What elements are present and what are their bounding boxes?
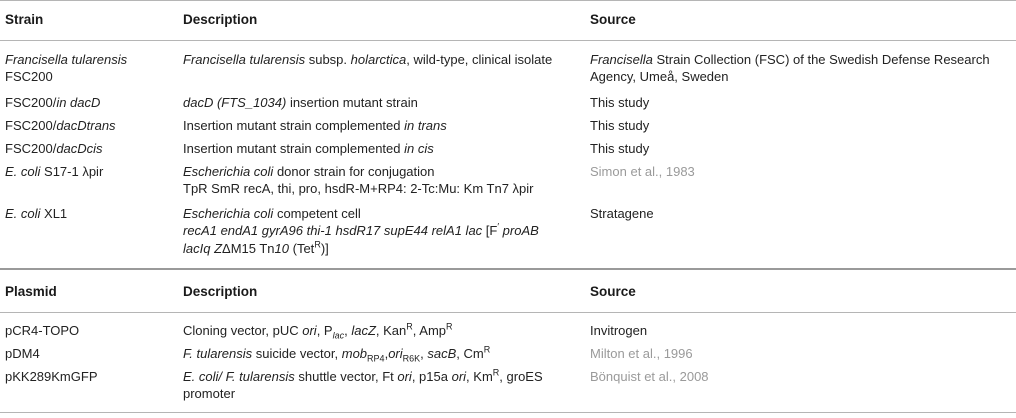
desc-text: Insertion mutant strain complemented <box>183 118 405 133</box>
desc-italic: mob <box>341 346 368 361</box>
bottom-rule <box>0 412 1016 413</box>
strain-name-line2: FSC200 <box>5 69 53 84</box>
header-rule <box>0 312 1016 313</box>
desc-text: insertion mutant strain <box>286 95 418 110</box>
top-rule <box>0 0 1016 1</box>
strain-description <box>183 163 434 180</box>
strain-description <box>183 94 418 111</box>
desc-subscript: RP4 <box>367 353 385 364</box>
name-suffix: in dacD <box>56 95 101 110</box>
plasmid-name: pKK289KmGFP <box>5 369 98 384</box>
desc-superscript: R <box>446 321 453 332</box>
strain-name <box>5 163 103 180</box>
plasmid-name: pDM4 <box>5 346 40 361</box>
desc-italic: ori <box>451 369 467 384</box>
desc-text: , Cm <box>456 346 484 361</box>
header-strain: Strain <box>5 12 44 27</box>
strain-description <box>183 205 361 222</box>
desc-text: , Kan <box>375 323 407 338</box>
desc-text: shuttle vector, Ft <box>294 369 398 384</box>
header-description: Description <box>183 284 258 299</box>
genotype-italic: lacIq Z <box>183 241 223 256</box>
genotype-text: )] <box>320 241 329 256</box>
desc-superscript: R <box>483 344 491 355</box>
strain-name <box>5 140 103 157</box>
desc-subscript: R6K <box>402 353 421 364</box>
strain-source: This study <box>590 95 650 110</box>
desc-text: , Km <box>466 369 493 384</box>
plasmid-description-line2: promoter <box>183 386 236 401</box>
strain-name <box>5 94 100 111</box>
strain-genotype <box>183 222 539 239</box>
header-plasmid: Plasmid <box>5 284 57 299</box>
desc-superscript: R <box>406 321 413 332</box>
plasmid-source-reference: Milton et al., 1996 <box>590 346 693 361</box>
desc-text: Cloning vector, pUC <box>183 323 303 338</box>
desc-species: Escherichia coli <box>183 164 274 179</box>
name-prefix: FSC200/ <box>5 118 57 133</box>
desc-italic: ori <box>388 346 403 361</box>
genotype-superscript: R <box>314 239 321 250</box>
desc-text: , wild-type, clinical isolate <box>406 52 553 67</box>
desc-text: , P <box>316 323 333 338</box>
genotype-prime: ′ <box>497 221 500 232</box>
strain-name-line1: Francisella tularensis <box>5 52 128 67</box>
desc-italic: ori <box>302 323 317 338</box>
desc-text: , <box>420 346 428 361</box>
plasmid-description <box>183 345 490 362</box>
strain-name <box>5 205 67 222</box>
strain-source: This study <box>590 118 650 133</box>
strain-source: Stratagene <box>590 206 654 221</box>
strain-description <box>183 140 434 157</box>
header-source: Source <box>590 284 636 299</box>
name-suffix: dacDcis <box>56 141 103 156</box>
desc-text: donor strain for conjugation <box>273 164 435 179</box>
desc-superscript: R <box>492 367 500 378</box>
genotype-italic: proAB <box>499 223 539 238</box>
source-text: Strain Collection (FSC) of the Swedish Defense Research <box>652 52 990 67</box>
source-genus: Francisella <box>590 52 653 67</box>
desc-italic: ori <box>397 369 412 384</box>
name-species: E. coli <box>5 164 41 179</box>
plasmid-name: pCR4-TOPO <box>5 323 80 338</box>
name-suffix: XL1 <box>40 206 68 221</box>
genotype-italic: recA1 endA1 gyrA96 thi-1 hsdR17 supE44 relA1 lac <box>183 223 483 238</box>
genotype-italic: 10 <box>274 241 290 256</box>
header-source: Source <box>590 12 636 27</box>
strain-name <box>5 51 127 68</box>
strain-source <box>590 51 990 68</box>
plasmid-source: Invitrogen <box>590 323 648 338</box>
desc-text: , Amp <box>412 323 447 338</box>
desc-text: subsp. <box>305 52 351 67</box>
desc-text: Insertion mutant strain complemented <box>183 141 405 156</box>
section-rule <box>0 268 1016 270</box>
desc-species: Escherichia coli <box>183 206 274 221</box>
name-suffix: S17-1 λpir <box>40 164 104 179</box>
desc-text: , groES <box>499 369 543 384</box>
desc-italic: sacB <box>427 346 457 361</box>
desc-italic: F. tularensis <box>183 346 253 361</box>
genotype-text: [F <box>482 223 498 238</box>
name-species: E. coli <box>5 206 41 221</box>
header-description: Description <box>183 12 258 27</box>
name-prefix: FSC200/ <box>5 141 57 156</box>
strain-name <box>5 117 116 134</box>
name-prefix: FSC200/ <box>5 95 57 110</box>
strain-description <box>183 51 552 68</box>
strain-genotype: TpR SmR recA, thi, pro, hsdR-M+RP4: 2-Tc:Mu: Km Tn7 λpir <box>183 181 534 196</box>
genotype-text: ΔM15 Tn <box>222 241 275 256</box>
genotype-text: (Tet <box>289 241 315 256</box>
desc-italic: lacZ <box>351 323 376 338</box>
strain-source: This study <box>590 141 650 156</box>
strain-source-reference: Simon et al., 1983 <box>590 164 695 179</box>
strain-genotype-line2 <box>183 240 329 257</box>
desc-italic: in trans <box>404 118 447 133</box>
plasmid-source-reference: Bönquist et al., 2008 <box>590 369 709 384</box>
desc-text: , p15a <box>411 369 452 384</box>
desc-text: competent cell <box>273 206 361 221</box>
desc-subscript: lac <box>332 330 345 341</box>
desc-species: Francisella tularensis <box>183 52 306 67</box>
strain-description <box>183 117 447 134</box>
desc-italic: in cis <box>404 141 434 156</box>
desc-text: , <box>344 323 352 338</box>
name-suffix: dacDtrans <box>56 118 116 133</box>
desc-text: suicide vector, <box>252 346 342 361</box>
desc-gene: dacD (FTS_1034) <box>183 95 287 110</box>
plasmid-description <box>183 368 543 385</box>
desc-text: , <box>384 346 389 361</box>
plasmid-description <box>183 322 453 339</box>
strain-source-line2: Agency, Umeå, Sweden <box>590 69 729 84</box>
desc-subspecies: holarctica <box>350 52 407 67</box>
desc-italic: E. coli/ F. tularensis <box>183 369 295 384</box>
header-rule <box>0 40 1016 41</box>
